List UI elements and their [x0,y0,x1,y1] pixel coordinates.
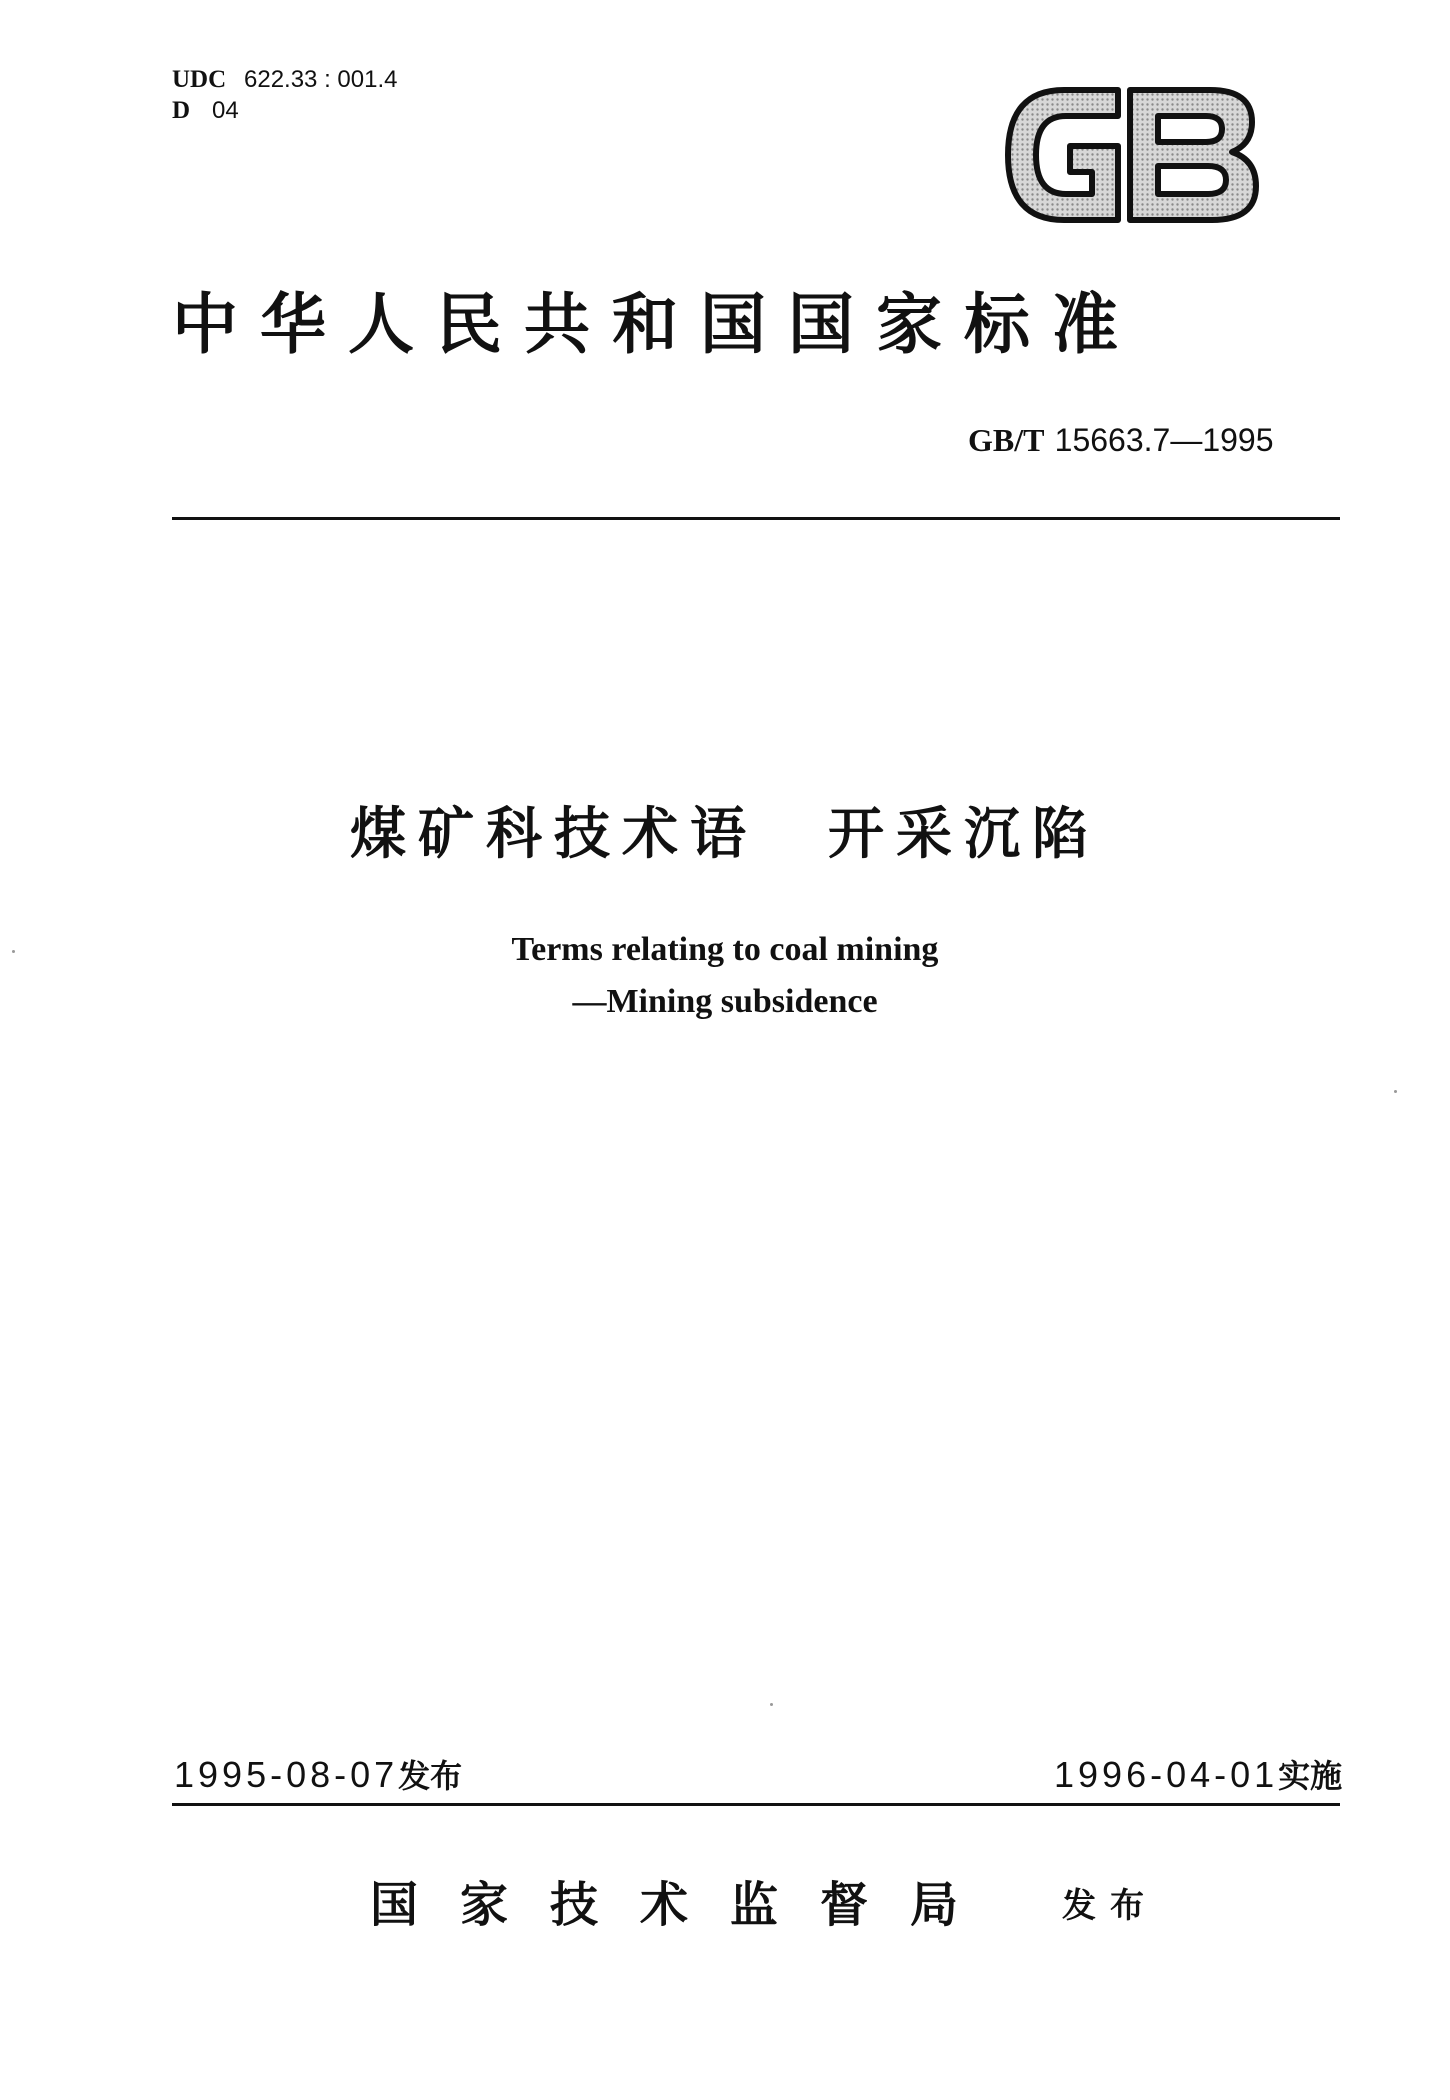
publisher-name: 国家技术监督局 [370,1877,1001,1933]
top-divider [172,517,1340,520]
document-title-cn [0,797,1450,873]
d-value: 04 [212,97,239,124]
scan-speck [770,1703,773,1706]
issue-date [174,1752,462,1799]
effective-date-label: 实施 [1278,1757,1343,1795]
standard-number [968,420,1274,460]
document-title-en-line2: —Mining subsidence [572,983,878,1020]
issue-date-value: 1995-08-07 [174,1754,399,1795]
publisher-action: 发布 [1062,1886,1158,1926]
udc-value: 622.33 : 001.4 [244,66,398,93]
d-label: D [172,97,191,124]
scan-speck [1394,1090,1397,1093]
udc-label: UDC [172,66,227,93]
udc-line [172,64,397,95]
gb-logo-icon [1000,82,1262,228]
classification-block [172,64,397,126]
d-line [172,95,397,126]
effective-date [1054,1752,1342,1799]
effective-date-value: 1996-04-01 [1054,1754,1279,1795]
issue-date-label: 发布 [398,1757,463,1795]
national-standard-title: 中华人民共和国国家标准 [172,285,1140,363]
standard-number-code: 15663.7—1995 [1054,422,1274,458]
document-title-cn-main: 煤矿科技术语 [350,802,758,867]
scan-speck [12,950,15,953]
document-title-en-line1: Terms relating to coal mining [511,931,939,968]
document-title-cn-sub: 开采沉陷 [828,802,1100,867]
standard-number-prefix: GB/T [968,422,1045,458]
bottom-divider [172,1803,1340,1806]
